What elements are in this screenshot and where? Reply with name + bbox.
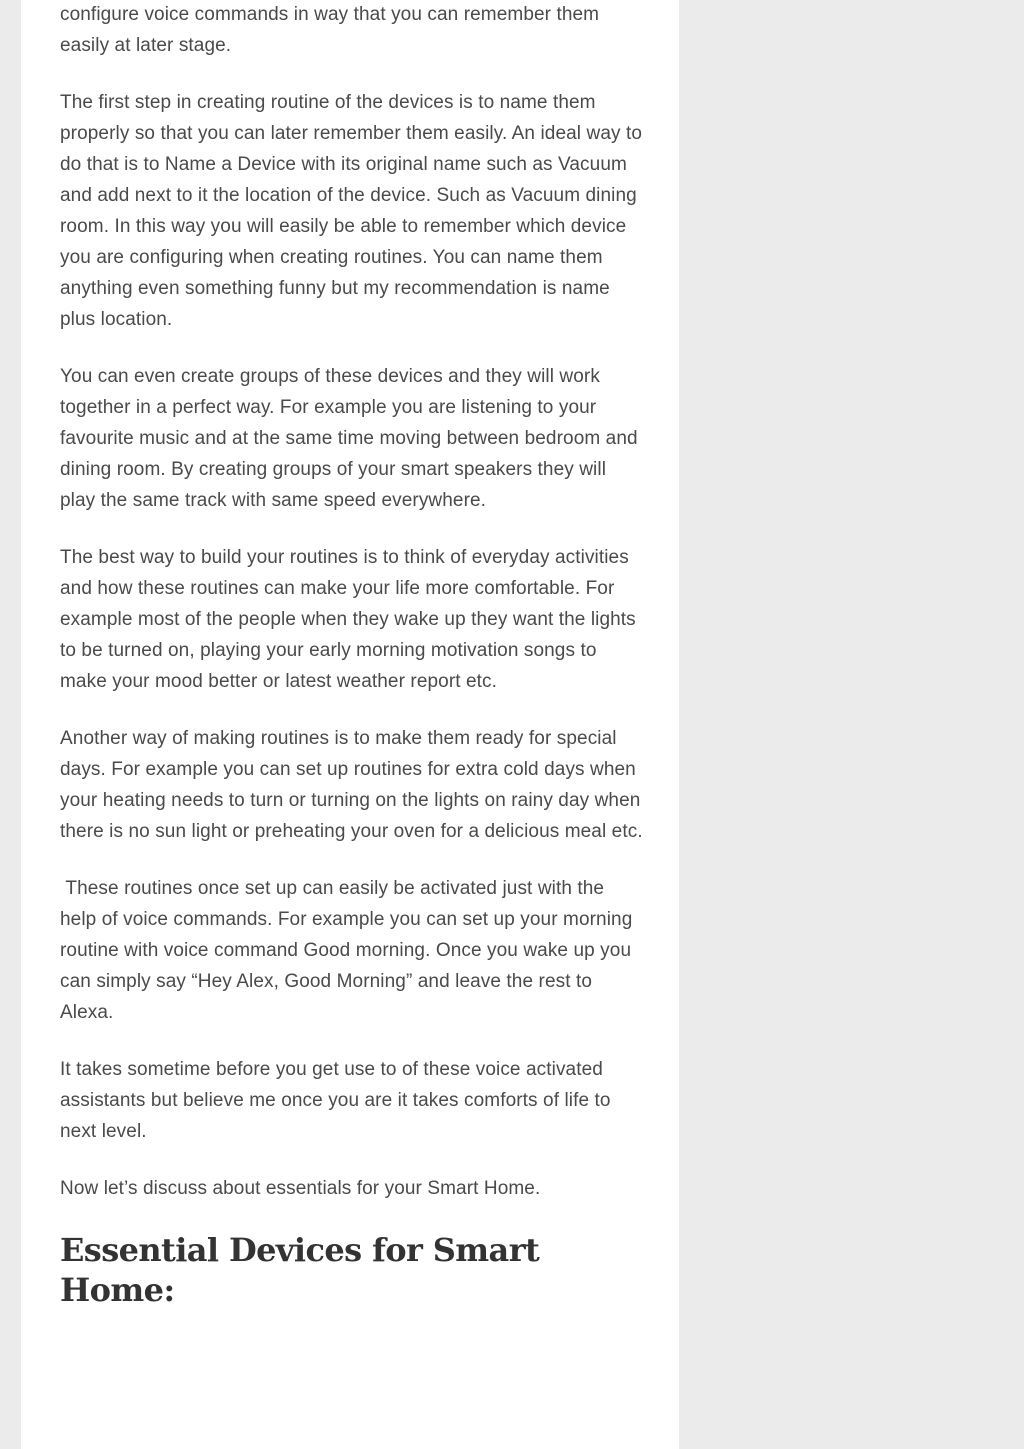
paragraph-essentials-intro: Now let’s discuss about essentials for your Smart Home. [60, 1178, 541, 1199]
paragraph-assistants: It takes sometime before you get use to of these voice activated assistants but believe me once you are it takes comforts of life to next level. [60, 1059, 611, 1142]
article-body [60, 0, 644, 1310]
article-content-panel [21, 0, 679, 1449]
paragraph-building-routines: The best way to build your routines is to think of everyday activities and how these routines can make your life more comfortable. For example most of the people when they wake up they want the lights to be turned on, playing your early morning motivation songs to make your mood better or latest weather report etc. [60, 547, 636, 692]
paragraph-voice-activation: These routines once set up can easily be activated just with the help of voice commands. For example you can set up your morning routine with voice command Good morning. Once you wake up you can simply say “Hey Alex, Good Morning” and leave the rest to Alexa. [60, 878, 638, 1023]
section-heading-essential-devices: Essential Devices for Smart Home: [60, 1231, 540, 1309]
paragraph-special-days: Another way of making routines is to make them ready for special days. For example you can set up routines for extra cold days when your heating needs to turn or turning on the lights on rainy day when there is no sun light or preheating your oven for a delicious meal etc. [60, 728, 643, 842]
paragraph-device-groups: You can even create groups of these devices and they will work together in a perfect way. For example you are listening to your favourite music and at the same time moving between bedroom and dining room. By creating groups of your smart speakers they will play the same track with same speed everywhere. [60, 366, 638, 511]
paragraph-naming-devices: The first step in creating routine of the devices is to name them properly so that you can later remember them easily. An ideal way to do that is to Name a Device with its original name such as Vacuum and add next to it the location of the device. Such as Vacuum dining room. In this way you will easily be able to remember which device you are configuring when creating routines. You can name them anything even something funny but my recommendation is name plus location. [60, 92, 643, 330]
paragraph-voice-commands-intro: configure voice commands in way that you can remember them easily at later stage. [60, 4, 600, 56]
sidebar-background [679, 0, 1024, 1449]
